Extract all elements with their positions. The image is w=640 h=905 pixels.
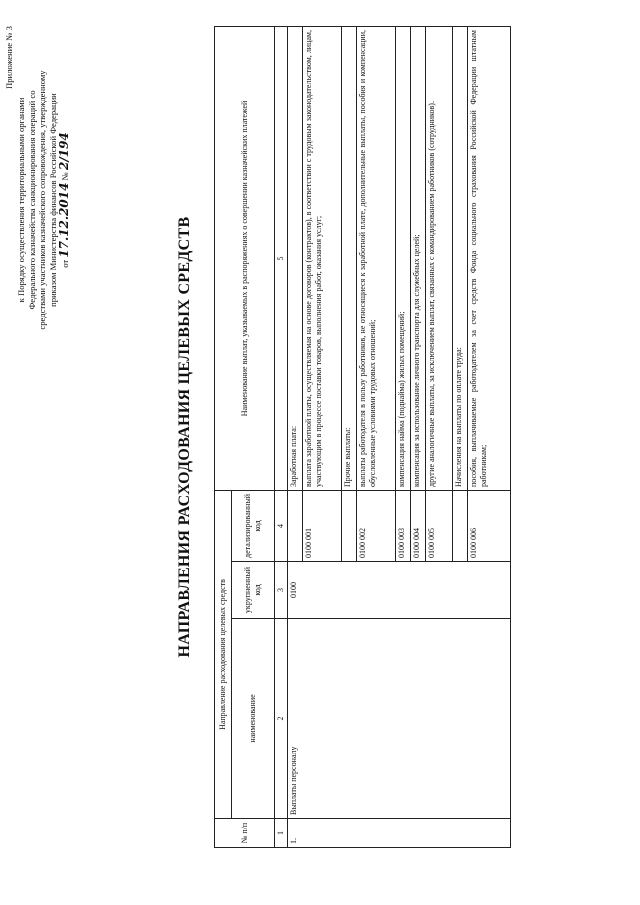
appendix-date-line: [59, 15, 71, 385]
header-name: наименование: [232, 619, 275, 819]
row-payment-text: Начисления на выплаты по оплате труда:: [453, 27, 468, 491]
date-prefix: от: [60, 259, 71, 268]
column-number: 4: [275, 491, 288, 562]
directions-table: [214, 26, 511, 848]
appendix-line-1: к Порядку осуществления территориальными органами: [16, 97, 26, 303]
row-payment-text: Прочие выплаты:: [342, 27, 357, 491]
row-payment-text: компенсация за использование личного транспорта для служебных целей;: [411, 27, 426, 491]
row-payment-text: выплаты работодателя в пользу работников, не относящиеся к заработной плате, дополнительные выплаты, пособия и компенсации, обусловленные условиями трудовых отношений;: [357, 27, 396, 491]
row-payment-text: пособия, выплачиваемые работодателем за счет средств Фонда социального страхования Российской Федерации штатным работникам;: [468, 27, 511, 491]
header-payments: Наименование выплат, указываемых в распоряжениях о совершении казначейских платежей: [215, 27, 275, 491]
row-detailed-code: 0100 003: [396, 491, 411, 562]
appendix-block: [4, 15, 72, 385]
row-aggregated-code: 0100: [288, 562, 511, 619]
header-aggregated-code: укрупненный код: [232, 562, 275, 619]
column-number: 5: [275, 27, 288, 491]
column-number: 1: [275, 819, 288, 848]
column-number: 3: [275, 562, 288, 619]
row-name: Выплаты персоналу: [288, 619, 511, 819]
number-prefix: №: [60, 172, 71, 181]
appendix-line-2: Федерального казначейства санкционирования операций со: [26, 90, 37, 310]
appendix-number: Приложение № 3: [4, 26, 14, 89]
row-detailed-code: [342, 491, 357, 562]
row-detailed-code: 0100 004: [411, 491, 426, 562]
row-detailed-code: [453, 491, 468, 562]
header-direction-group: Направление расходования целевых средств: [215, 491, 232, 819]
header-num: № п/п: [215, 819, 275, 848]
row-detailed-code: 0100 002: [357, 491, 396, 562]
row-payment-text: другие аналогичные выплаты, за исключением выплат, связанных с командированием работников (сотрудников).: [426, 27, 453, 491]
page-title: НАПРАВЛЕНИЯ РАСХОДОВАНИЯ ЦЕЛЕВЫХ СРЕДСТВ: [176, 216, 193, 658]
appendix-line-3: средствами участников казначейского сопровождения, утвержденному: [37, 70, 48, 330]
header-row-1: [215, 27, 232, 848]
row-detailed-code: 0100 006: [468, 491, 511, 562]
row-payment-text: Заработная плата:: [288, 27, 303, 491]
header-detailed-code: детализированный код: [232, 491, 275, 562]
appendix-line-4: приказом Министерства финансов Российской Федерации: [47, 93, 58, 307]
row-detailed-code: [288, 491, 303, 562]
row-detailed-code: 0100 005: [426, 491, 453, 562]
row-payment-text: выплата заработной платы, осуществляемая на основе договоров (контрактов), в соответствии с трудовым законодательством, лицам, участвующим в процессе поставки товаров, выполнения работ, оказания услуг;: [303, 27, 342, 491]
column-number: 2: [275, 619, 288, 819]
row-payment-text: компенсация найма (поднайма) жилых помещений;: [396, 27, 411, 491]
handwritten-order-number: 2/194: [57, 132, 72, 170]
column-number-row: [275, 27, 288, 848]
row-num: 1.: [288, 819, 511, 848]
handwritten-date: 17.12.2014: [57, 182, 72, 258]
table-row: [288, 27, 303, 848]
row-detailed-code: 0100 001: [303, 491, 342, 562]
